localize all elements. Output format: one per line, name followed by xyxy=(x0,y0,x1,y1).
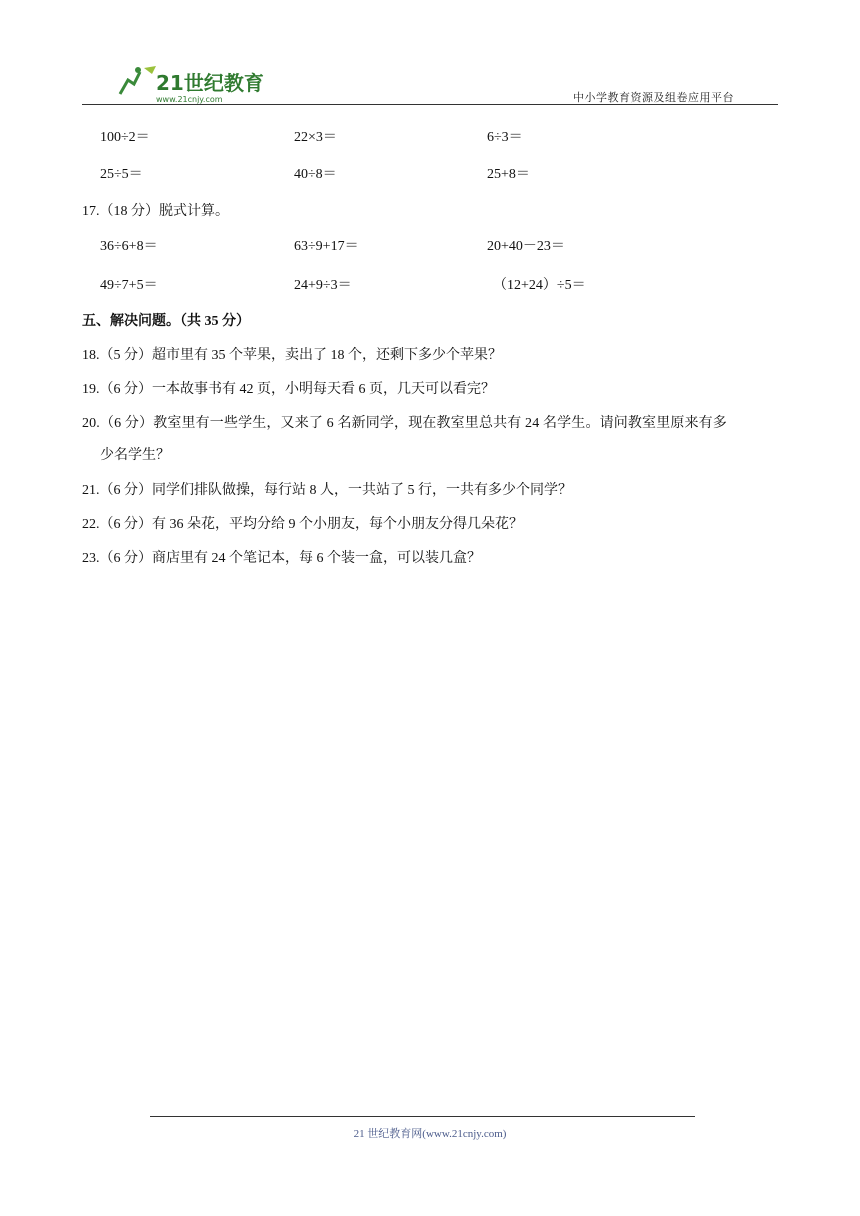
calc-item: 6÷3＝ xyxy=(487,130,523,145)
question-17-title: 17.（18 分）脱式计算。 xyxy=(82,204,229,219)
problem-20-continued: 少名学生？ xyxy=(100,448,170,463)
calc-item: 36÷6+8＝ xyxy=(100,239,158,254)
calc-item: 40÷8＝ xyxy=(294,167,337,182)
calc-item: 24+9÷3＝ xyxy=(294,278,352,293)
logo-text: 21世纪教育 xyxy=(156,71,264,95)
section-title: 五、解决问题。（共 35 分） xyxy=(82,314,250,329)
footer-divider xyxy=(150,1116,695,1117)
platform-tagline: 中小学教育资源及组卷应用平台 xyxy=(573,91,734,104)
problem-19: 19.（6 分）一本故事书有 42 页，小明每天看 6 页，几天可以看完？ xyxy=(82,382,495,397)
footer-text: 21 世纪教育网(www.21cnjy.com) xyxy=(353,1128,507,1140)
calc-item: 22×3＝ xyxy=(294,130,337,145)
site-logo xyxy=(116,64,266,104)
calc-item: 49÷7+5＝ xyxy=(100,278,158,293)
calc-item: 25+8＝ xyxy=(487,167,530,182)
header-divider xyxy=(82,104,778,105)
calc-item: 25÷5＝ xyxy=(100,167,143,182)
problem-18: 18.（5 分）超市里有 35 个苹果，卖出了 18 个，还剩下多少个苹果？ xyxy=(82,348,502,363)
logo-url: www.21cnjy.com xyxy=(156,95,223,104)
problem-23: 23.（6 分）商店里有 24 个笔记本，每 6 个装一盒，可以装几盒？ xyxy=(82,551,481,566)
calc-item: 20+40－23＝ xyxy=(487,239,565,254)
problem-21: 21.（6 分）同学们排队做操，每行站 8 人，一共站了 5 行，一共有多少个同学？ xyxy=(82,483,572,498)
problem-20: 20.（6 分）教室里有一些学生，又来了 6 名新同学，现在教室里总共有 24 名学生。请问教室里原来有多 xyxy=(82,416,727,431)
problem-22: 22.（6 分）有 36 朵花，平均分给 9 个小朋友，每个小朋友分得几朵花？ xyxy=(82,517,523,532)
calc-item: 63÷9+17＝ xyxy=(294,239,359,254)
calc-item: 100÷2＝ xyxy=(100,130,150,145)
calc-item: （12+24）÷5＝ xyxy=(493,278,586,293)
